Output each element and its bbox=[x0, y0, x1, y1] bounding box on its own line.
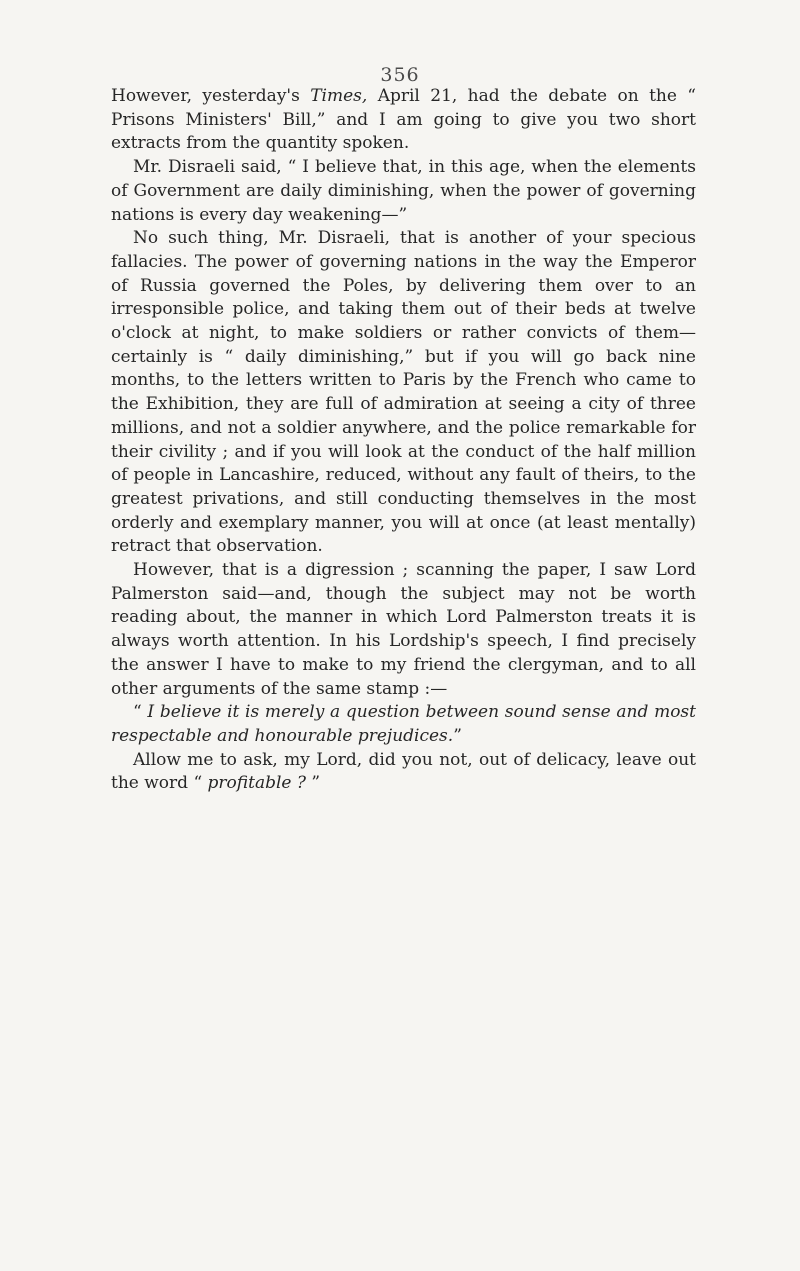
body-text bbox=[111, 85, 696, 796]
quote-text: I believe it is merely a question between sound sense and most respectable and honourable prejudices. bbox=[111, 702, 696, 746]
quote-close: ” bbox=[453, 725, 462, 746]
word-profitable: profitable ? bbox=[207, 773, 306, 794]
paragraph-5-quote bbox=[111, 701, 696, 748]
paragraph-2: Mr. Disraeli said, “ I believe that, in this age, when the elements of Government are daily diminishing, when the power of governing nations is every day weakening—” bbox=[111, 157, 696, 225]
newspaper-title: Times, bbox=[310, 86, 368, 106]
paragraph-1-rest: April 21, had the debate on the “ Prisons Ministers' Bill,” and I am going to give you two short extracts from the quantity spoken. bbox=[111, 86, 697, 154]
quote-open: “ bbox=[133, 702, 148, 723]
paragraph-4: However, that is a digression ; scanning the paper, I saw Lord Palmerston said—and, though the subject may not be worth reading about, the manner in which Lord Palmerston treats it is always worth attention. In his Lordship's speech, I find precisely the answer I have to make to my friend the clergyman, and to all other arguments of the same stamp :— bbox=[111, 560, 696, 699]
page-number: 356 bbox=[380, 64, 420, 86]
paragraph-6-lead: Allow me to ask, my Lord, did you not, out of delicacy, leave out the word “ bbox=[111, 749, 696, 794]
paragraph-1 bbox=[111, 85, 696, 156]
paragraph-6 bbox=[111, 749, 696, 796]
paragraph-6-close: ” bbox=[306, 773, 321, 794]
paragraph-3: No such thing, Mr. Disraeli, that is another of your specious fallacies. The power of governing nations in the way the Emperor of Russia governed the Poles, by delivering them over to an irresponsible police, and taking them out of their beds at twelve o'clock at night, to make soldiers or rather convicts of them—certainly is “ daily diminishing,” but if you will go back nine months, to the letters written to Paris by the French who came to the Exhibition, they are full of admiration at seeing a city of three millions, and not a soldier anywhere, and the police remarkable for their civility ; and if you will look at the conduct of the half million of people in Lancashire, reduced, without any fault of theirs, to the greatest privations, and still conducting themselves in the most orderly and exemplary manner, you will at once (at least mentally) retract that observation. bbox=[111, 228, 696, 557]
paragraph-1-lead: However, yesterday's bbox=[111, 86, 311, 106]
